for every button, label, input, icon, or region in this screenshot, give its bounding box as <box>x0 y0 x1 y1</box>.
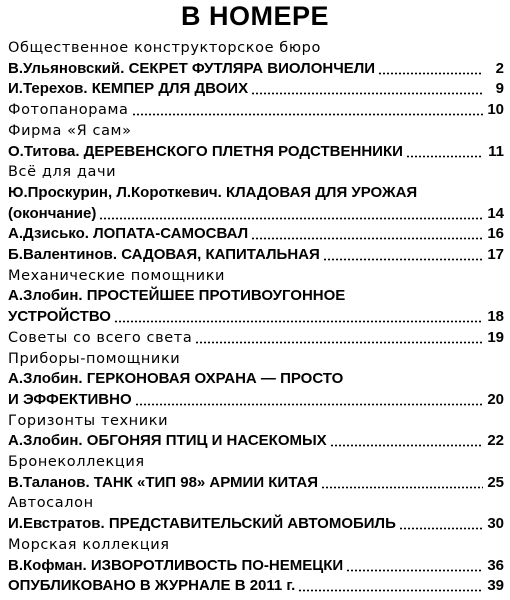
toc-entry <box>8 59 504 79</box>
entry-title: В.Ульяновский. СЕКРЕТ ФУТЛЯРА ВИОЛОНЧЕЛИ <box>8 59 376 77</box>
dot-leader <box>330 444 483 447</box>
dot-leader <box>251 92 483 95</box>
section-heading: Горизонты техники <box>8 412 169 429</box>
dot-leader <box>114 320 483 323</box>
entry-title: (окончание) <box>8 204 97 222</box>
page-number: 11 <box>488 142 504 160</box>
dot-leader <box>406 155 483 158</box>
page-number: 9 <box>495 80 504 98</box>
page-number: 17 <box>487 246 504 263</box>
section-heading: Морская коллекция <box>8 536 170 553</box>
section-heading: Приборы-помощники <box>8 350 181 367</box>
page-number: 30 <box>487 515 504 533</box>
dot-leader <box>195 341 483 344</box>
dot-leader <box>99 217 483 220</box>
page-number: 18 <box>487 308 504 326</box>
section-heading: Автосалон <box>8 495 94 512</box>
dot-leader <box>132 113 483 116</box>
toc-entry <box>8 576 504 596</box>
dot-leader <box>399 527 483 530</box>
entry-title-line: А.Злобин. ГЕРКОНОВАЯ ОХРАНА — ПРОСТО <box>8 370 344 388</box>
entry-title: А.Злобин. ОБГОНЯЯ ПТИЦ И НАСЕКОМЫХ <box>8 432 327 450</box>
toc-entry <box>8 328 504 348</box>
section-heading: Бронеколлекция <box>8 454 145 470</box>
toc-entry <box>8 431 504 451</box>
entry-title: Б.Валентинов. САДОВАЯ, КАПИТАЛЬНАЯ <box>8 246 320 263</box>
entry-title: В.Кофман. ИЗВОРОТЛИВОСТЬ ПО-НЕМЕЦКИ <box>8 556 344 574</box>
toc-entry <box>8 514 504 534</box>
page-title: В НОМЕРЕ <box>180 1 330 31</box>
entry-title: И ЭФФЕКТИВНО <box>8 390 132 408</box>
section-heading: Общественное конструкторское бюро <box>8 40 321 56</box>
page-number: 22 <box>487 432 504 450</box>
entry-title: ОПУБЛИКОВАНО В ЖУРНАЛЕ В 2011 г. <box>8 577 296 595</box>
page-number: 36 <box>487 556 504 574</box>
dot-leader <box>346 569 483 572</box>
page-number: 20 <box>487 390 504 408</box>
entry-title: И.Евстратов. ПРЕДСТАВИТЕЛЬСКИЙ АВТОМОБИЛЬ <box>8 515 396 533</box>
entry-title: УСТРОЙСТВО <box>8 308 111 326</box>
page-number: 2 <box>495 59 504 77</box>
entry-title: В.Таланов. ТАНК «ТИП 98» АРМИИ КИТАЯ <box>8 473 319 491</box>
dot-leader <box>298 589 483 592</box>
dot-leader <box>323 258 483 261</box>
toc-entry <box>8 390 504 410</box>
toc-entry <box>8 204 504 224</box>
entry-title: Фотопанорама <box>8 102 129 119</box>
entry-title: Советы со всего света <box>8 329 193 346</box>
toc-entry <box>8 473 504 493</box>
toc-entry <box>8 245 504 265</box>
section-heading: Всё для дачи <box>8 164 117 181</box>
section-heading: Фирма «Я сам» <box>8 122 132 139</box>
toc-entry <box>8 100 504 120</box>
dot-leader <box>251 237 483 240</box>
toc-entry <box>8 224 504 244</box>
entry-title: И.Терехов. КЕМПЕР ДЛЯ ДВОИХ <box>8 80 249 98</box>
toc-entry <box>8 142 504 162</box>
entry-title-line: Ю.Проскурин, Л.Короткевич. КЛАДОВАЯ ДЛЯ УРОЖАЯ <box>8 183 418 201</box>
page-number: 16 <box>487 225 504 243</box>
dot-leader <box>135 403 483 406</box>
toc-entry <box>8 307 504 327</box>
page-number: 19 <box>487 328 504 346</box>
toc-entry <box>8 556 504 576</box>
page-number: 14 <box>487 204 504 222</box>
entry-title: О.Титова. ДЕРЕВЕНСКОГО ПЛЕТНЯ РОДСТВЕННИКИ <box>8 142 403 160</box>
entry-title: А.Дзисько. ЛОПАТА-САМОСВАЛ <box>8 225 249 243</box>
page-number: 10 <box>487 101 504 119</box>
section-heading: Механические помощники <box>8 267 226 284</box>
dot-leader <box>321 486 483 489</box>
toc-entry <box>8 79 504 99</box>
entry-title-line: А.Злобин. ПРОСТЕЙШЕЕ ПРОТИВОУГОННОЕ <box>8 287 346 305</box>
page-number: 25 <box>487 473 504 491</box>
page-number: 39 <box>487 577 504 595</box>
dot-leader <box>378 72 483 75</box>
